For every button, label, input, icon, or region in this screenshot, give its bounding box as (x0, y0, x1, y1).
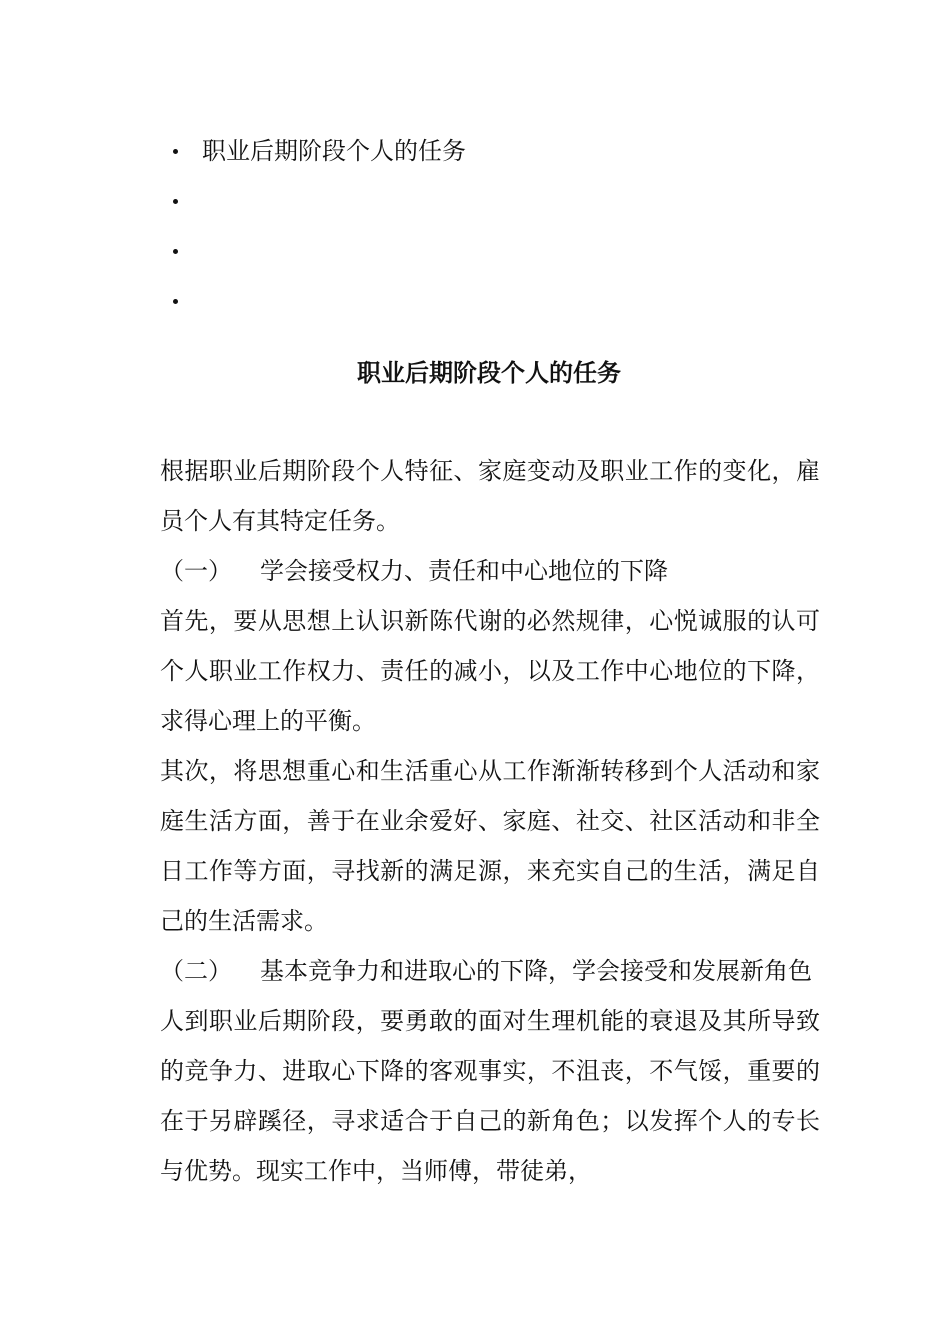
bullet-dot-icon (173, 199, 178, 204)
section-2-heading (160, 946, 820, 996)
section-1-heading (160, 546, 820, 596)
document-title: 职业后期阶段个人的任务 (357, 358, 621, 387)
bullet-item (170, 126, 466, 176)
document-body (160, 446, 820, 1196)
bullet-item (170, 276, 466, 326)
section-1-paragraph-1: 首先，要从思想上认识新陈代谢的必然规律，心悦诚服的认可个人职业工作权力、责任的减小，以及工作中心地位的下降，求得心理上的平衡。 (160, 607, 820, 735)
intro-paragraph: 根据职业后期阶段个人特征、家庭变动及职业工作的变化，雇员个人有其特定任务。 (160, 457, 820, 535)
bullet-dot-icon (173, 299, 178, 304)
bullet-item (170, 176, 466, 226)
bullet-list (170, 126, 466, 326)
bullet-dot-icon (173, 249, 178, 254)
section-1-paragraph-2: 其次，将思想重心和生活重心从工作渐渐转移到个人活动和家庭生活方面，善于在业余爱好、家庭、社交、社区活动和非全日工作等方面，寻找新的满足源，来充实自己的生活，满足自己的生活需求。 (160, 757, 820, 935)
section-2-heading-text: 基本竞争力和进取心的下降，学会接受和发展新角色 (260, 957, 812, 985)
section-1-heading-text: 学会接受权力、责任和中心地位的下降 (260, 557, 668, 585)
bullet-dot-icon (173, 149, 178, 154)
bullet-item-text: 职业后期阶段个人的任务 (202, 137, 466, 165)
section-1-number: （一） (160, 557, 232, 585)
bullet-item (170, 226, 466, 276)
section-2-paragraph-1: 人到职业后期阶段，要勇敢的面对生理机能的衰退及其所导致的竞争力、进取心下降的客观事实，不沮丧，不气馁，重要的在于另辟蹊径，寻求适合于自己的新角色；以发挥个人的专长与优势。现实工作中，当师傅，带徒弟， (160, 1007, 820, 1185)
section-2-number: （二） (160, 957, 232, 985)
